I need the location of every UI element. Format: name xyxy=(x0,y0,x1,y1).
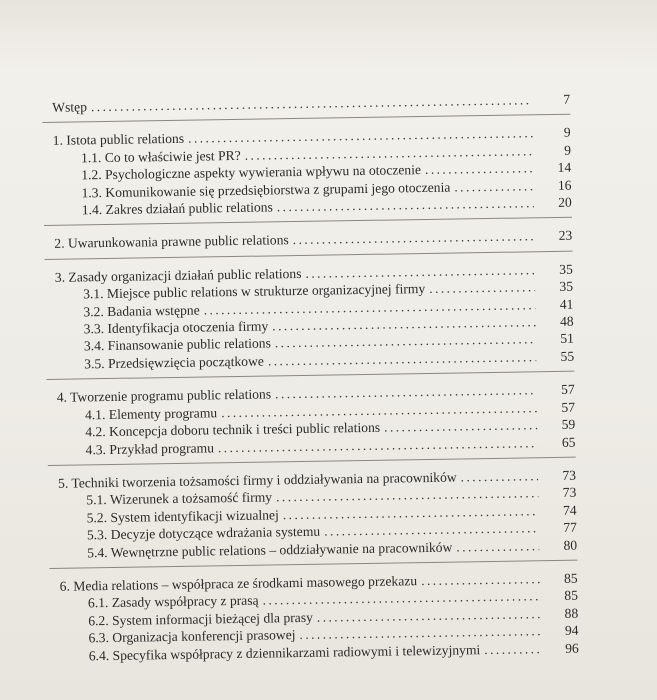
toc-page-number: 73 xyxy=(562,484,577,501)
toc-entry-title: 2. Uwarunkowania prawne public relations xyxy=(54,232,289,252)
dot-leader xyxy=(277,194,534,215)
toc-entry-title: 4.1. Elementy programu xyxy=(84,404,218,423)
toc-entry-title: Wstęp xyxy=(52,99,88,115)
toc-page-number: 80 xyxy=(563,537,578,553)
toc-page-number: 74 xyxy=(562,502,577,518)
toc-page-number: 94 xyxy=(564,622,579,639)
toc-entry xyxy=(44,227,572,253)
dot-leader xyxy=(268,348,537,370)
toc-page-number: 85 xyxy=(563,570,578,586)
toc-entry-title: 5. Techniki tworzenia tożsamości firmy i oddziaływania na pracowników xyxy=(57,469,457,491)
dot-leader xyxy=(421,570,540,589)
toc-section xyxy=(44,223,572,260)
toc-entry-title: 3.3. Identyfikacja otoczenia firmy xyxy=(83,318,269,337)
toc-page-number: 16 xyxy=(557,177,572,193)
toc-page-number: 55 xyxy=(560,348,575,364)
toc-entry-title: 3. Zasady organizacji działań public relations xyxy=(54,265,302,285)
dot-leader xyxy=(454,177,533,196)
toc-section xyxy=(42,87,570,124)
toc-entry-title: 1.3. Komunikowanie się przedsiębiorstwa z grupami jego otoczenia xyxy=(81,179,451,201)
toc-page-number: 77 xyxy=(563,519,577,535)
toc-entry-title: 1.2. Psychologiczne aspekty wywierania wpływu na otoczenie xyxy=(81,162,422,183)
toc-page-number: 73 xyxy=(562,467,577,483)
toc-entry-title: 4.3. Przykład programu xyxy=(85,439,215,457)
toc-section xyxy=(48,463,577,569)
dot-leader xyxy=(460,467,538,486)
toc-page-number: 96 xyxy=(565,640,579,656)
toc-entry-title: 5.3. Decyzje dotyczące wdrażania systemu xyxy=(86,523,321,543)
toc-entry-title: 1.4. Zakres działań public relations xyxy=(81,199,273,218)
dot-leader xyxy=(425,160,534,179)
toc-entry-title: 5.1. Wizerunek a tożsamość firmy xyxy=(86,489,273,508)
toc-page-number: 59 xyxy=(561,416,576,432)
toc-page-number: 14 xyxy=(557,159,572,176)
toc-entry-title: 3.5. Przedsięwzięcia początkowe xyxy=(84,353,264,372)
toc-entry-title: 5.4. Wewnętrzne public relations – oddziaływanie na pracowników xyxy=(87,539,453,560)
toc-entry-title: 3.1. Miejsce public relations w strukturze organizacyjnej firmy xyxy=(83,281,426,302)
toc-entry-title: 6.1. Zasady współpracy z prasą xyxy=(87,593,259,611)
toc-page-number: 7 xyxy=(563,91,571,107)
dot-leader xyxy=(293,228,535,249)
toc-entry-title: 6.4. Specyfika współpracy z dziennikarzami radiowymi i telewizyjnymi xyxy=(88,641,481,663)
toc-page-number: 57 xyxy=(560,381,575,398)
toc-entry-title: 4.2. Koncepcja doboru technik i treści public relations xyxy=(85,419,381,440)
toc-section xyxy=(45,257,575,381)
toc-section xyxy=(50,566,579,671)
toc-page-number: 20 xyxy=(558,194,572,210)
toc-page-number: 23 xyxy=(558,228,573,244)
toc-page-number: 48 xyxy=(559,313,574,329)
toc-section xyxy=(43,120,572,226)
toc-page-number: 9 xyxy=(563,125,571,141)
table-of-contents xyxy=(42,87,579,676)
dot-leader xyxy=(456,537,539,556)
toc-page-number: 41 xyxy=(559,296,574,312)
toc-entry-title: 6. Media relations – współpraca ze środkami masowego przekazu xyxy=(59,573,418,594)
dot-leader xyxy=(429,279,535,298)
toc-page-number: 9 xyxy=(564,142,572,158)
toc-page-number: 35 xyxy=(559,261,573,277)
toc-entry-title: 3.4. Finansowanie public relations xyxy=(83,335,271,354)
toc-page-number: 88 xyxy=(564,605,579,621)
toc-page-number: 57 xyxy=(561,399,576,415)
dot-leader xyxy=(484,640,541,658)
toc-entry xyxy=(42,91,570,117)
dot-leader xyxy=(91,91,532,115)
dot-leader xyxy=(218,434,538,456)
toc-page-number: 51 xyxy=(560,331,575,347)
toc-entry-title: 6.3. Organizacja konferencji prasowej xyxy=(88,627,296,646)
toc-page-number: 65 xyxy=(561,434,576,450)
toc-page-number: 35 xyxy=(559,278,574,295)
toc-entry-title: 4. Tworzenie programu public relations xyxy=(56,386,272,406)
toc-entry-title: 1.1. Co to właściwie jest PR? xyxy=(80,147,241,166)
toc-page-number: 85 xyxy=(564,587,579,604)
toc-entry-title: 3.2. Badania wstępne xyxy=(83,302,200,320)
toc-entry-title: 1. Istota public relations xyxy=(52,131,185,149)
toc-section xyxy=(47,377,576,466)
toc-entry-title: 5.2. System identyfikacji wizualnej xyxy=(86,507,279,526)
toc-entry-title: 6.2. System informacji bieżącej dla prasy xyxy=(88,609,313,629)
